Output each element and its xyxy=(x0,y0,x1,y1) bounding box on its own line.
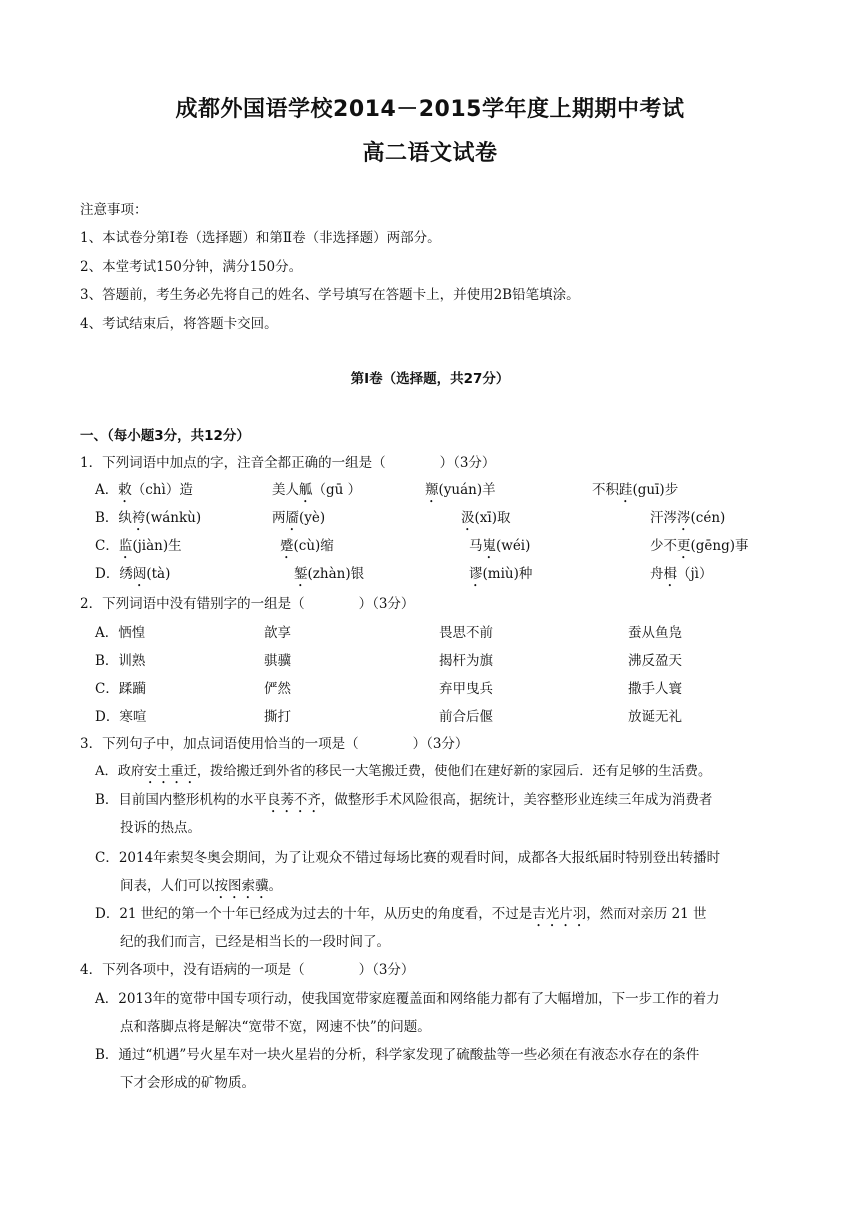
emphasis-char: 錾 xyxy=(294,566,308,582)
q2-option: 撒手人寰 xyxy=(628,681,682,697)
q1-option: 谬(miù)种 xyxy=(469,566,533,582)
emphasis-char: 靥 xyxy=(285,510,299,526)
q1-option: 錾(zhàn)银 xyxy=(294,566,365,582)
emphasis-char: 嵬 xyxy=(482,538,496,554)
emphasis-char: 更 xyxy=(677,538,691,554)
q1-option: 美人觚（gū ） xyxy=(272,482,362,498)
notice-item: 4、考试结束后，将答题卡交回。 xyxy=(80,316,278,332)
emphasis-char: 觚 xyxy=(299,482,313,498)
q2-option: 撕打 xyxy=(264,709,291,725)
q2-option: D．寒喧 xyxy=(95,709,147,725)
emphasis-char: 蹙 xyxy=(280,538,294,554)
q1-option: 舟楫（jì） xyxy=(650,566,713,582)
notice-item: 2、本堂考试150分钟，满分150分。 xyxy=(80,259,303,275)
q4-option-a-cont: 点和落脚点将是解决“宽带不宽，网速不快”的问题。 xyxy=(120,1019,431,1035)
q3-option-d: D．21 世纪的第一个十年已经成为过去的十年，从历史的角度看，不过是吉光片羽，然而对亲历 21 世 xyxy=(95,906,707,922)
emphasis-phrase: 按图索骥 xyxy=(214,878,269,894)
emphasis-phrase: 吉光片羽 xyxy=(532,906,587,922)
q1-option: 马嵬(wéi) xyxy=(469,538,531,554)
q2-option: 俨然 xyxy=(264,681,291,697)
question-2-stem: 2．下列词语中没有错别字的一组是（ ）（3分） xyxy=(80,596,415,612)
emphasis-char: 跬 xyxy=(619,482,633,498)
q1-option: C．监(jiàn)生 xyxy=(95,538,182,554)
q1-option: 两靥(yè) xyxy=(272,510,326,526)
q1-option: 汗涔涔(cén) xyxy=(650,510,726,526)
q1-option: 蹙(cù)缩 xyxy=(280,538,334,554)
q3-option-d-cont: 纪的我们而言，已经是相当长的一段时间了。 xyxy=(120,934,390,950)
emphasis-char: 闼 xyxy=(132,566,147,582)
exam-title-line2: 高二语文试卷 xyxy=(362,141,498,166)
q2-option: 弃甲曳兵 xyxy=(439,681,493,697)
q2-option: 放诞无礼 xyxy=(628,709,682,725)
q3-option-a: A．政府安土重迁，拨给搬迁到外省的移民一大笔搬迁费，使他们在建好新的家园后．还有足够的生活费。 xyxy=(95,764,712,779)
q1-option: D．绣闼(tà) xyxy=(95,566,171,582)
q2-option: C．蹂躏 xyxy=(95,681,146,697)
q1-option: B．纨袴(wánkù) xyxy=(95,510,202,526)
q2-option: 歆享 xyxy=(264,625,291,641)
q4-option-b-cont: 下才会形成的矿物质。 xyxy=(120,1075,255,1091)
q3-option-c-cont: 间表，人们可以按图索骥。 xyxy=(120,878,282,894)
part-heading: 一、（每小题3分，共12分） xyxy=(80,428,250,444)
question-3-stem: 3．下列句子中，加点词语使用恰当的一项是（ ）（3分） xyxy=(80,736,469,752)
emphasis-char: 袴 xyxy=(131,510,146,526)
q2-option: A．恓惶 xyxy=(95,625,146,641)
emphasis-char: 涔 xyxy=(677,510,691,526)
exam-title-line1: 成都外国语学校2014－2015学年度上期期中考试 xyxy=(175,97,685,122)
q2-option: B．训熟 xyxy=(95,653,146,669)
emphasis-char: 汲 xyxy=(461,510,475,526)
question-4-stem: 4．下列各项中，没有语病的一项是（ ）（3分） xyxy=(80,962,415,978)
notice-heading: 注意事项： xyxy=(80,202,148,218)
emphasis-char: 羱 xyxy=(425,482,439,498)
q2-option: 沸反盈天 xyxy=(628,653,682,669)
q1-option: 羱(yuán)羊 xyxy=(425,482,496,498)
emphasis-phrase: 良莠不齐 xyxy=(266,792,321,808)
q1-option: A．敕（chì）造 xyxy=(95,482,193,498)
q4-option-b: B．通过“机遇”号火星车对一块火星岩的分析，科学家发现了硫酸盐等一些必须在有液态水存在的条件 xyxy=(95,1047,700,1063)
q1-option: 少不更(gēng)事 xyxy=(650,538,749,554)
q4-option-a: A．2013年的宽带中国专项行动，使我国宽带家庭覆盖面和网络能力都有了大幅增加，下一步工作的着力 xyxy=(95,991,720,1007)
notice-item: 3、答题前，考生务必先将自己的姓名、学号填写在答题卡上，并使用2B铅笔填涂。 xyxy=(80,287,580,303)
q2-option: 蚕从鱼凫 xyxy=(628,625,682,641)
emphasis-char: 敕 xyxy=(118,482,132,498)
notice-item: 1、本试卷分第Ⅰ卷（选择题）和第Ⅱ卷（非选择题）两部分。 xyxy=(80,230,441,246)
emphasis-char: 监 xyxy=(118,538,133,554)
q2-option: 揭杆为旗 xyxy=(439,653,493,669)
q3-option-c: C．2014年索契冬奥会期间，为了让观众不错过每场比赛的观看时间，成都各大报纸届时特别登出转播时 xyxy=(95,850,721,866)
question-1-stem: 1．下列词语中加点的字，注音全都正确的一组是（ ）（3分） xyxy=(80,455,496,471)
section-title: 第Ⅰ卷（选择题，共27分） xyxy=(350,371,510,387)
emphasis-char: 谬 xyxy=(469,566,483,582)
q3-option-b: B．目前国内整形机构的水平良莠不齐，做整形手术风险很高，据统计，美容整形业连续三年成为消费者 xyxy=(95,792,713,808)
q2-option: 畏思不前 xyxy=(439,625,493,641)
q2-option: 前合后偃 xyxy=(439,709,493,725)
q1-option: 不积跬(guī)步 xyxy=(592,482,679,498)
q2-option: 骐骥 xyxy=(264,653,291,669)
q1-option: 汲(xī)取 xyxy=(461,510,511,526)
emphasis-char: 楫 xyxy=(663,566,677,582)
q3-option-b-cont: 投诉的热点。 xyxy=(120,820,201,836)
emphasis-phrase: 安土重迁 xyxy=(144,764,197,779)
